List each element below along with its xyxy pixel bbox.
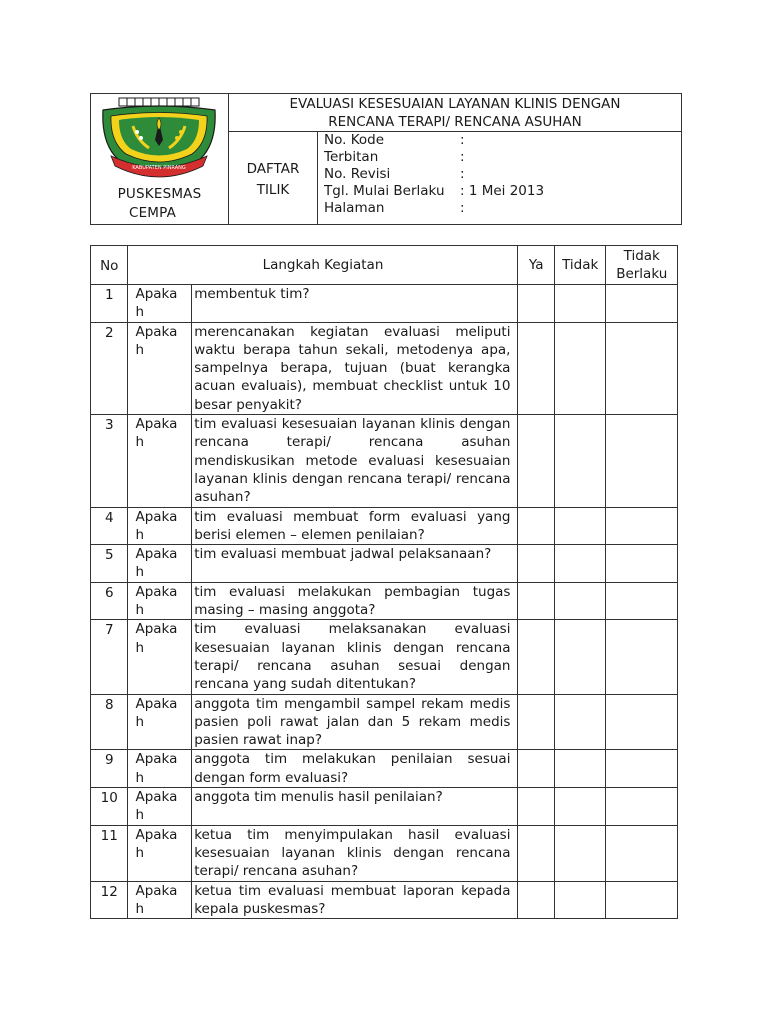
ya-checkbox-cell[interactable] <box>518 415 554 507</box>
table-row <box>91 582 678 620</box>
tidak-berlaku-checkbox-cell[interactable] <box>606 582 678 620</box>
table-row <box>91 881 678 919</box>
row-prefix: Apakah <box>135 751 178 786</box>
ya-checkbox-cell[interactable] <box>518 881 554 919</box>
row-text: tim evaluasi melaksanakan evaluasi kesesuaian layanan klinis dengan rencana terapi/ rencana asuhan sesuai dengan rencana yang sudah ditentukan? <box>192 620 518 694</box>
table-row <box>91 322 678 414</box>
tidak-checkbox-cell[interactable] <box>554 788 606 826</box>
daftar-line-1: DAFTAR <box>246 161 300 177</box>
row-number: 2 <box>91 322 128 414</box>
row-text: tim evaluasi membuat jadwal pelaksanaan? <box>192 545 518 583</box>
tidak-berlaku-checkbox-cell[interactable] <box>606 881 678 919</box>
title-line-1: EVALUASI KESESUAIAN LAYANAN KLINIS DENGAN <box>289 96 621 112</box>
ya-checkbox-cell[interactable] <box>518 322 554 414</box>
table-row <box>91 285 678 323</box>
col-header-langkah: Langkah Kegiatan <box>128 246 518 285</box>
meta-label: No. Revisi <box>324 166 391 182</box>
tidak-berlaku-checkbox-cell[interactable] <box>606 788 678 826</box>
row-prefix: Apakah <box>135 621 178 656</box>
meta-row-halaman <box>318 200 681 218</box>
meta-value: : 1 Mei 2013 <box>460 183 545 199</box>
ya-checkbox-cell[interactable] <box>518 825 554 881</box>
row-prefix: Apakah <box>135 882 178 917</box>
meta-row-terbitan <box>318 149 681 166</box>
organization-name <box>91 185 228 223</box>
tidak-checkbox-cell[interactable] <box>554 582 606 620</box>
tidak-checkbox-cell[interactable] <box>554 285 606 323</box>
tidak-berlaku-checkbox-cell[interactable] <box>606 825 678 881</box>
tidak-berlaku-checkbox-cell[interactable] <box>606 620 678 694</box>
row-prefix: Apakah <box>135 416 178 451</box>
title-line-2: RENCANA TERAPI/ RENCANA ASUHAN <box>328 114 582 130</box>
row-number: 5 <box>91 545 128 583</box>
meta-value: : <box>460 200 465 216</box>
ya-checkbox-cell[interactable] <box>518 750 554 788</box>
ya-checkbox-cell[interactable] <box>518 507 554 545</box>
row-number: 10 <box>91 788 128 826</box>
row-text: anggota tim melakukan penilaian sesuai dengan form evaluasi? <box>192 750 518 788</box>
row-prefix: Apakah <box>135 546 178 581</box>
table-row <box>91 750 678 788</box>
tidak-checkbox-cell[interactable] <box>554 825 606 881</box>
meta-label: Halaman <box>324 200 385 216</box>
col-header-tidak: Tidak <box>554 246 606 285</box>
meta-row-tgl-mulai <box>318 183 681 200</box>
row-number: 7 <box>91 620 128 694</box>
row-prefix: Apakah <box>135 826 178 861</box>
daftar-tilik-label <box>229 132 318 225</box>
tidak-checkbox-cell[interactable] <box>554 415 606 507</box>
table-row <box>91 620 678 694</box>
row-prefix: Apakah <box>135 323 178 358</box>
table-row <box>91 694 678 750</box>
tidak-checkbox-cell[interactable] <box>554 507 606 545</box>
row-number: 8 <box>91 694 128 750</box>
meta-label: No. Kode <box>324 132 385 148</box>
col-header-no: No <box>91 246 128 285</box>
tidak-berlaku-checkbox-cell[interactable] <box>606 545 678 583</box>
tidak-checkbox-cell[interactable] <box>554 322 606 414</box>
meta-label: Tgl. Mulai Berlaku <box>324 183 445 199</box>
ya-checkbox-cell[interactable] <box>518 582 554 620</box>
table-row <box>91 545 678 583</box>
row-number: 6 <box>91 582 128 620</box>
row-text: anggota tim mengambil sampel rekam medis pasien poli rawat jalan dan 5 rekam medis pasien rawat inap? <box>192 694 518 750</box>
col-header-tidak-berlaku: Tidak Berlaku <box>606 246 678 285</box>
table-row <box>91 788 678 826</box>
org-line-2: CEMPA <box>128 205 177 221</box>
row-text: ketua tim menyimpulakan hasil evaluasi kesesuaian layanan klinis dengan rencana terapi/ rencana asuhan? <box>192 825 518 881</box>
logo-banner-text: KABUPATEN PINRANG <box>132 165 186 171</box>
checklist-table <box>90 245 678 919</box>
row-text: tim evaluasi kesesuaian layanan klinis dengan rencana terapi/ rencana asuhan mendiskusikan metode evaluasi kesesuaian layanan klinis dengan rencana terapi/ rencana asuhan? <box>192 415 518 507</box>
col-header-ya: Ya <box>518 246 554 285</box>
meta-row-revisi <box>318 166 681 183</box>
row-prefix: Apakah <box>135 583 178 619</box>
ya-checkbox-cell[interactable] <box>518 285 554 323</box>
document-meta <box>318 132 682 225</box>
table-header-row <box>91 246 678 285</box>
row-prefix: Apakah <box>135 508 178 543</box>
table-row <box>91 415 678 507</box>
tidak-berlaku-checkbox-cell[interactable] <box>606 507 678 545</box>
tidak-checkbox-cell[interactable] <box>554 750 606 788</box>
daftar-line-2: TILIK <box>256 182 290 198</box>
row-text: ketua tim evaluasi membuat laporan kepada kepala puskesmas? <box>192 881 518 919</box>
ya-checkbox-cell[interactable] <box>518 694 554 750</box>
tidak-berlaku-checkbox-cell[interactable] <box>606 750 678 788</box>
tidak-checkbox-cell[interactable] <box>554 881 606 919</box>
pinrang-regency-logo <box>97 96 221 182</box>
row-text: tim evaluasi melakukan pembagian tugas masing – masing anggota? <box>192 582 518 620</box>
meta-label: Terbitan <box>324 149 379 165</box>
row-number: 12 <box>91 881 128 919</box>
row-text: anggota tim menulis hasil penilaian? <box>192 788 518 826</box>
tidak-berlaku-checkbox-cell[interactable] <box>606 322 678 414</box>
row-text: merencanakan kegiatan evaluasi meliputi waktu berapa tahun sekali, metodenya apa, sampelnya berapa, tujuan (buat kerangka acuan evaluais), membuat checklist untuk 10 besar penyakit? <box>192 322 518 414</box>
tidak-checkbox-cell[interactable] <box>554 620 606 694</box>
row-text: membentuk tim? <box>192 285 518 323</box>
row-number: 3 <box>91 415 128 507</box>
row-number: 11 <box>91 825 128 881</box>
row-prefix: Apakah <box>135 286 178 321</box>
tidak-checkbox-cell[interactable] <box>554 694 606 750</box>
row-prefix: Apakah <box>135 695 178 730</box>
meta-value: : <box>460 149 465 165</box>
tidak-berlaku-checkbox-cell[interactable] <box>606 415 678 507</box>
row-text: tim evaluasi membuat form evaluasi yang berisi elemen – elemen penilaian? <box>192 507 518 545</box>
logo-cell <box>91 94 229 225</box>
meta-value: : <box>460 166 465 182</box>
table-row <box>91 825 678 881</box>
ya-checkbox-cell[interactable] <box>518 620 554 694</box>
ya-checkbox-cell[interactable] <box>518 545 554 583</box>
tidak-berlaku-checkbox-cell[interactable] <box>606 694 678 750</box>
ya-checkbox-cell[interactable] <box>518 788 554 826</box>
row-number: 1 <box>91 285 128 323</box>
meta-value: : <box>460 132 465 148</box>
tidak-checkbox-cell[interactable] <box>554 545 606 583</box>
meta-row-kode <box>318 132 681 149</box>
document-title <box>229 94 682 132</box>
org-line-1: PUSKESMAS <box>117 186 202 202</box>
row-number: 9 <box>91 750 128 788</box>
table-row <box>91 507 678 545</box>
row-number: 4 <box>91 507 128 545</box>
row-prefix: Apakah <box>135 789 178 824</box>
tidak-berlaku-checkbox-cell[interactable] <box>606 285 678 323</box>
document-header <box>90 93 682 225</box>
